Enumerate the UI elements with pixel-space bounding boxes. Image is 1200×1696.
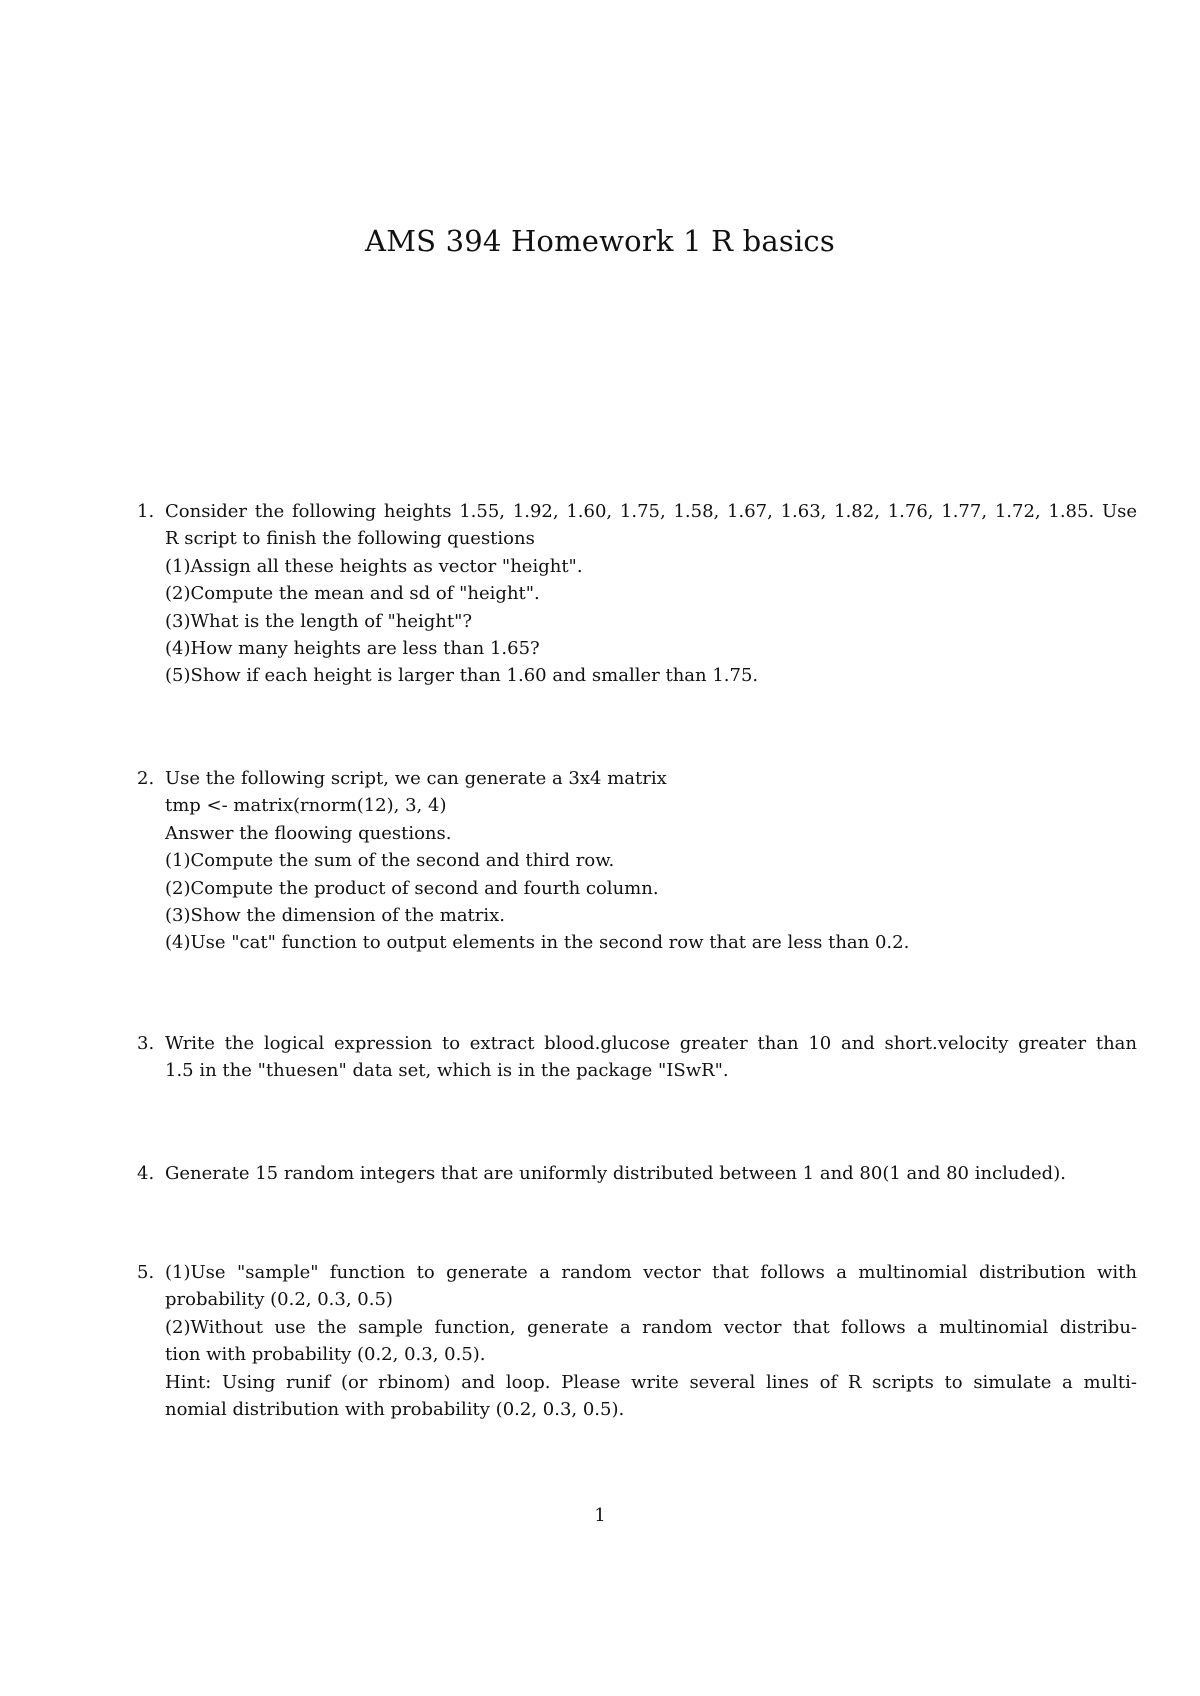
problem-line: tion with probability (0.2, 0.3, 0.5). bbox=[165, 1344, 486, 1366]
problem-1 bbox=[137, 498, 1137, 690]
problem-line: Answer the floowing questions. bbox=[165, 822, 452, 844]
problem-line: (4)How many heights are less than 1.65? bbox=[165, 638, 540, 660]
problem-line: (2)Without use the sample function, generate a random vector that follows a multinomial distribu- bbox=[165, 1316, 1137, 1338]
problem-line: (2)Compute the product of second and fourth column. bbox=[165, 877, 659, 899]
problem-line: (1)Compute the sum of the second and third row. bbox=[165, 850, 615, 872]
problem-body bbox=[165, 1030, 1137, 1085]
problem-line: R script to finish the following questions bbox=[165, 528, 535, 550]
page-number: 1 bbox=[594, 1505, 606, 1526]
page-title: AMS 394 Homework 1 R basics bbox=[365, 224, 835, 258]
problem-line: probability (0.2, 0.3, 0.5) bbox=[165, 1289, 393, 1311]
problem-body bbox=[165, 1160, 1137, 1187]
problem-body bbox=[165, 498, 1137, 690]
problem-2 bbox=[137, 765, 1137, 957]
problem-line: (4)Use "cat" function to output elements in the second row that are less than 0.2. bbox=[165, 932, 910, 954]
problem-3 bbox=[137, 1030, 1137, 1085]
problem-line: Generate 15 random integers that are uniformly distributed between 1 and 80(1 and 80 included). bbox=[165, 1163, 1066, 1184]
problem-line: (1)Use "sample" function to generate a random vector that follows a multinomial distribution with bbox=[165, 1262, 1137, 1283]
problem-number: 3. bbox=[137, 1033, 155, 1054]
problem-line: Use the following script, we can generate a 3x4 matrix bbox=[165, 768, 667, 789]
problem-line: 1.5 in the "thuesen" data set, which is in the package "ISwR". bbox=[165, 1060, 729, 1082]
problem-line: Hint: Using runif (or rbinom) and loop. Please write several lines of R scripts to simulate a multi- bbox=[165, 1371, 1137, 1393]
problem-line: Consider the following heights 1.55, 1.92, 1.60, 1.75, 1.58, 1.67, 1.63, 1.82, 1.76, 1.77, 1.72, 1.85. Use bbox=[165, 501, 1137, 522]
problem-line: (1)Assign all these heights as vector "height". bbox=[165, 555, 583, 577]
problem-number: 1. bbox=[137, 501, 155, 522]
problem-body bbox=[165, 1259, 1137, 1423]
problem-line: (5)Show if each height is larger than 1.60 and smaller than 1.75. bbox=[165, 665, 759, 687]
problem-number: 2. bbox=[137, 768, 155, 789]
problem-number: 4. bbox=[137, 1163, 155, 1184]
problem-line: nomial distribution with probability (0.2, 0.3, 0.5). bbox=[165, 1399, 625, 1421]
problem-line: (3)What is the length of "height"? bbox=[165, 610, 473, 632]
problem-line: Write the logical expression to extract blood.glucose greater than 10 and short.velocity greater than bbox=[165, 1033, 1137, 1054]
problem-5 bbox=[137, 1259, 1137, 1423]
problem-line: (3)Show the dimension of the matrix. bbox=[165, 905, 506, 927]
problem-line: (2)Compute the mean and sd of "height". bbox=[165, 583, 540, 605]
problem-number: 5. bbox=[137, 1262, 155, 1283]
problem-line: tmp <- matrix(rnorm(12), 3, 4) bbox=[165, 795, 447, 817]
problem-4 bbox=[137, 1160, 1137, 1187]
problem-body bbox=[165, 765, 1137, 957]
